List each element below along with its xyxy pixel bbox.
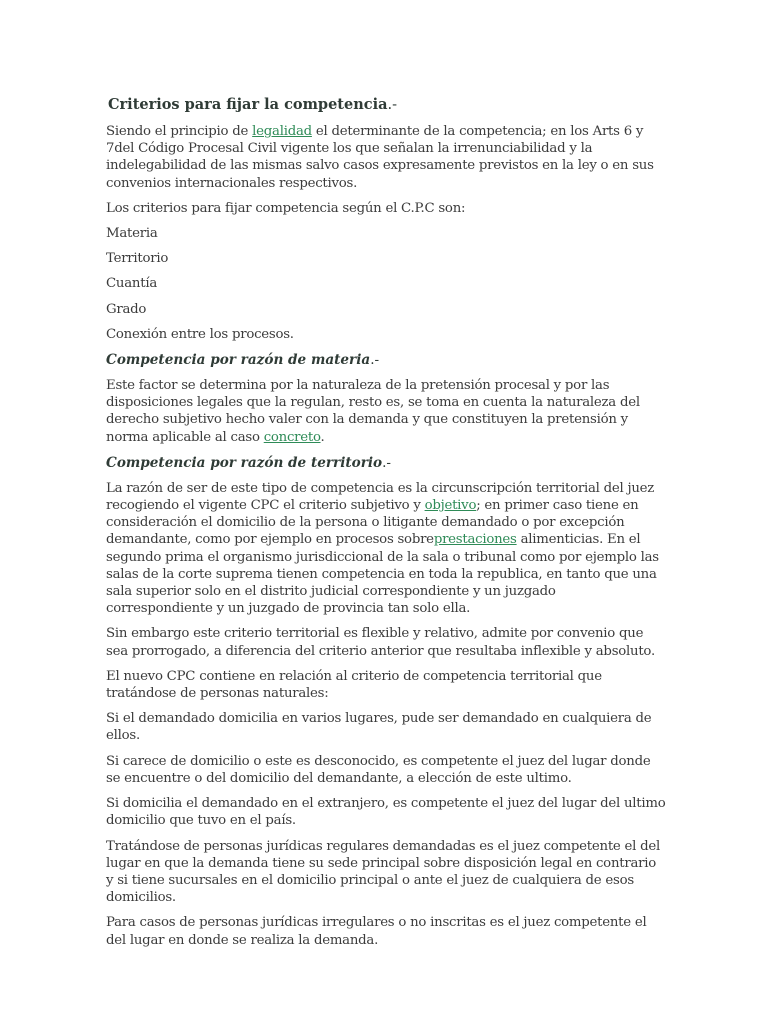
territorio-paragraph-5: Si carece de domicilio o este es desconocido, es competente el juez del lugar donde se encuentre o del domicilio del demandante, a elección de este ultimo. xyxy=(106,753,651,786)
criteria-item-grado: Grado xyxy=(106,301,147,317)
territorio-paragraph-3: El nuevo CPC contiene en relación al criterio de competencia territorial que tratándose de personas naturales: xyxy=(106,668,602,702)
link-concreto[interactable]: concreto xyxy=(263,429,321,445)
page-title: Criterios para fijar la competencia.- xyxy=(108,96,398,113)
materia-paragraph: Este factor se determina por la naturaleza de la pretensión procesal y por las disposiciones legales que la regulan, resto es, se toma en cuenta la naturaleza del derecho subjetivo hecho valer con la demanda y que constituyen la pretensión y norma aplicable al caso concreto. xyxy=(106,378,640,445)
heading-territorio: Competencia por razón de territorio.- xyxy=(106,454,392,471)
link-prestaciones[interactable]: prestaciones xyxy=(433,532,517,548)
territorio-paragraph-6: Si domicilia el demandado en el extranjero, es competente el juez del lugar del ultimo domicilio que tuvo en el país. xyxy=(106,796,666,829)
link-legalidad[interactable]: legalidad xyxy=(252,124,312,139)
territorio-paragraph-8: Para casos de personas jurídicas irregulares o no inscritas es el juez competente el del lugar en donde se realiza la demanda. xyxy=(106,915,647,948)
territorio-paragraph-2: Sin embargo este criterio territorial es flexible y relativo, admite por convenio que sea prorrogado, a diferencia del criterio anterior que resultaba inflexible y absoluto. xyxy=(106,626,655,659)
territorio-paragraph-7: Tratándose de personas jurídicas regulares demandadas es el juez competente el del lugar en que la demanda tiene su sede principal sobre disposición legal en contrario y si tiene sucursales en el domicilio principal o ante el juez de cualquiera de esos domicilios. xyxy=(106,838,660,906)
heading-materia: Competencia por razón de materia.- xyxy=(106,352,380,369)
territorio-paragraph-4: Si el demandado domicilia en varios lugares, pude ser demandado en cualquiera de ellos. xyxy=(106,711,652,744)
intro-paragraph: Siendo el principio de legalidad el determinante de la competencia; en los Arts 6 y 7del Código Procesal Civil vigente los que señalan la irrenunciabilidad y la indelegabilidad de las mismas salvo casos expresamente previstos en la ley o en sus convenios internacionales respectivos. xyxy=(106,124,654,191)
criteria-item-materia: Materia xyxy=(106,226,158,242)
criteria-intro: Los criterios para fijar competencia según el C.P.C son: xyxy=(106,200,466,216)
link-objetivo[interactable]: objetivo xyxy=(424,498,477,514)
criteria-item-territorio: Territorio xyxy=(106,251,169,267)
criteria-item-conexion: Conexión entre los procesos. xyxy=(106,326,294,342)
territorio-paragraph-1: La razón de ser de este tipo de competencia es la circunscripción territorial del juez recogiendo el vigente CPC el criterio subjetivo y objetivo; en primer caso tiene en consideración el domicilio de la persona o litigante demandado o por excepción demandante, como por ejemplo en procesos sobreprestaciones alimenticias. En el segundo prima el organismo jurisdiccional de la sala o tribunal como por ejemplo las salas de la corte suprema tienen competencia en toda la republica, en tanto que una sala superior solo en el distrito judicial correspondiente y un juzgado correspondiente y un juzgado de provincia tan solo ella. xyxy=(106,480,659,617)
criteria-item-cuantia: Cuantía xyxy=(106,276,158,292)
